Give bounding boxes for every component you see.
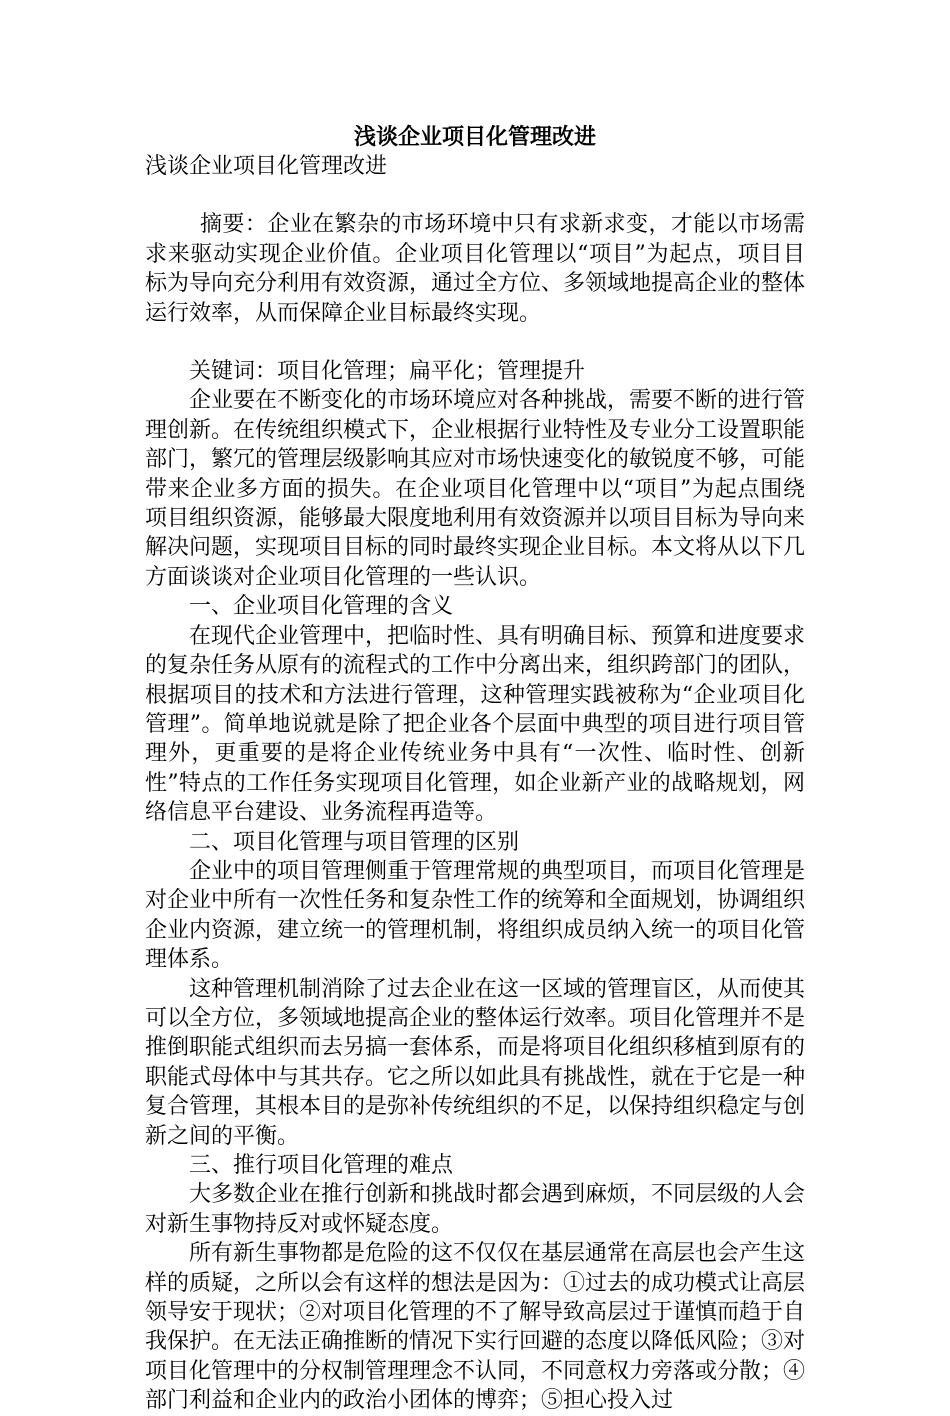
section-3-paragraph-1: 大多数企业在推行创新和挑战时都会遇到麻烦，不同层级的人会对新生事物持反对或怀疑态度。: [145, 1182, 806, 1237]
document-page: [145, 122, 805, 1416]
blank-line: [145, 328, 805, 357]
keywords-line: 关键词：项目化管理；扁平化；管理提升: [189, 359, 586, 385]
document-subtitle: 浅谈企业项目化管理改进: [145, 154, 388, 179]
abstract-paragraph: 摘要：企业在繁杂的市场环境中只有求新求变，才能以市场需求来驱动实现企业价值。企业项目化管理以“项目”为起点，项目目标为导向充分利用有效资源，通过全方位、多领域地提高企业的整体运行效率，从而保障企业目标最终实现。: [145, 212, 806, 326]
section-2-paragraph-1: 企业中的项目管理侧重于管理常规的典型项目，而项目化管理是对企业中所有一次性任务和复杂性工作的统筹和全面规划，协调组织企业内资源，建立统一的管理机制，将组织成员纳入统一的项目化管理体系。: [145, 858, 806, 973]
blank-line: [145, 181, 805, 210]
section-1-paragraph: 在现代企业管理中，把临时性、具有明确目标、预算和进度要求的复杂任务从原有的流程式的工作中分离出来，组织跨部门的团队，根据项目的技术和方法进行管理，这种管理实践被称为“企业项目化管理”。简单地说就是除了把企业各个层面中典型的项目进行项目管理外，更重要的是将企业传统业务中具有“一次性、临时性、创新性”特点的工作任务实现项目化管理，如企业新产业的战略规划，网络信息平台建设、业务流程再造等。: [145, 623, 806, 826]
section-2-paragraph-2: 这种管理机制消除了过去企业在这一区域的管理盲区，从而使其可以全方位，多领域地提高企业的整体运行效率。项目化管理并不是推倒职能式组织而去另搞一套体系，而是将项目化组织移植到原有的职能式母体中与其共存。它之所以如此具有挑战性，就在于它是一种复合管理，其根本目的是弥补传统组织的不足，以保持组织稳定与创新之间的平衡。: [145, 976, 806, 1149]
section-heading-2: 二、项目化管理与项目管理的区别: [189, 829, 520, 855]
section-heading-1: 一、企业项目化管理的含义: [189, 594, 454, 620]
section-heading-3: 三、推行项目化管理的难点: [189, 1153, 454, 1178]
section-3-paragraph-2: 所有新生事物都是危险的这不仅仅在基层通常在高层也会产生这样的质疑，之所以会有这样的想法是因为：①过去的成功模式让高层领导安于现状；②对项目化管理的不了解导致高层过于谨慎而趋于自我保护。在无法正确推断的情况下实行回避的态度以降低风险；③对项目化管理中的分权制管理理念不认同，不同意权力旁落或分散；④部门利益和企业内的政治小团体的博弈；⑤担心投入过: [145, 1241, 806, 1414]
intro-paragraph: 企业要在不断变化的市场环境应对各种挑战，需要不断的进行管理创新。在传统组织模式下，企业根据行业特性及专业分工设置职能部门，繁冗的管理层级影响其应对市场快速变化的敏锐度不够，可能带来企业多方面的损失。在企业项目化管理中以“项目”为起点围绕项目组织资源，能够最大限度地利用有效资源并以项目目标为导向来解决问题，实现项目目标的同时最终实现企业目标。本文将从以下几方面谈谈对企业项目化管理的一些认识。: [145, 388, 806, 590]
document-title: 浅谈企业项目化管理改进: [353, 124, 596, 150]
